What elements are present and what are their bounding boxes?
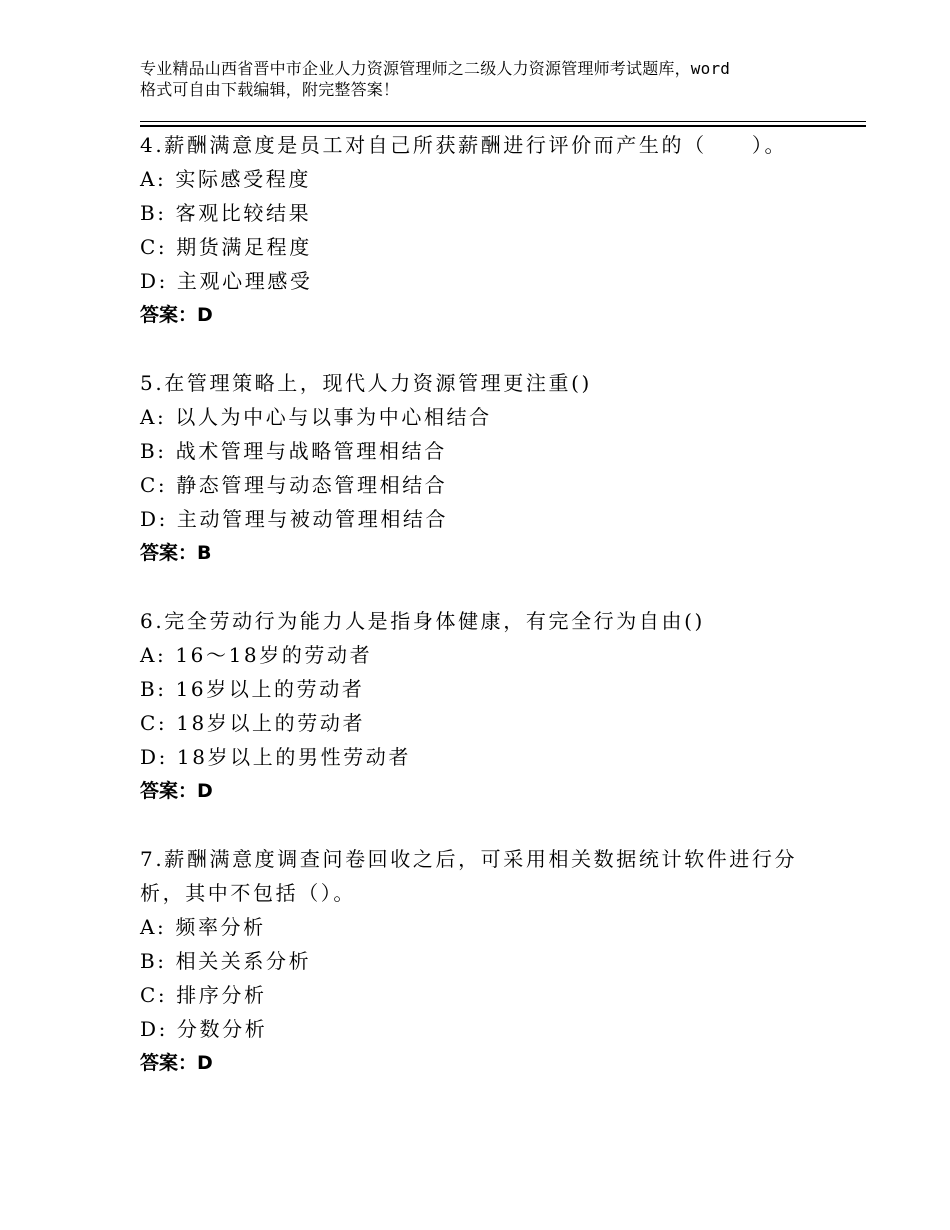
option-d: D: 分数分析: [140, 1017, 268, 1041]
option-d: D: 18岁以上的男性劳动者: [140, 745, 411, 769]
option-c: C: 静态管理与动态管理相结合: [140, 473, 448, 497]
answer-label: 答案：D: [140, 780, 213, 802]
header-divider-thick: [140, 125, 866, 127]
answer-label: 答案：D: [140, 304, 213, 326]
spacer: [140, 332, 840, 366]
option-c: C: 18岁以上的劳动者: [140, 711, 366, 735]
question-stem: 4.薪酬满意度是员工对自己所获薪酬进行评价而产生的（ ）。: [140, 133, 788, 157]
option-a: A: 频率分析: [140, 915, 266, 939]
question-stem-line-1: 7.薪酬满意度调查问卷回收之后，可采用相关数据统计软件进行分: [140, 847, 798, 871]
header-line-2: 格式可自由下载编辑，附完整答案！: [140, 80, 400, 99]
option-b: B: 客观比较结果: [140, 201, 312, 225]
question-4: [140, 128, 840, 332]
answer-label: 答案：D: [140, 1052, 213, 1074]
question-5: [140, 366, 840, 570]
option-d: D: 主动管理与被动管理相结合: [140, 507, 449, 531]
option-a: A: 以人为中心与以事为中心相结合: [140, 405, 492, 429]
question-stem: 6.完全劳动行为能力人是指身体健康，有完全行为自由(): [140, 609, 705, 633]
spacer: [140, 808, 840, 842]
option-b: B: 相关关系分析: [140, 949, 312, 973]
option-a: A: 16～18岁的劳动者: [140, 643, 373, 667]
spacer: [140, 570, 840, 604]
option-b: B: 战术管理与战略管理相结合: [140, 439, 447, 463]
question-stem-line-2: 析，其中不包括（）。: [140, 881, 356, 905]
document-header: [140, 58, 840, 100]
question-7: [140, 842, 840, 1080]
option-a: A: 实际感受程度: [140, 167, 311, 191]
answer-label: 答案：B: [140, 542, 212, 564]
header-line-1: 专业精品山西省晋中市企业人力资源管理师之二级人力资源管理师考试题库，word: [140, 59, 731, 78]
header-divider-thin: [140, 121, 866, 122]
question-6: [140, 604, 840, 808]
question-stem: 5.在管理策略上，现代人力资源管理更注重(): [140, 371, 592, 395]
option-b: B: 16岁以上的劳动者: [140, 677, 365, 701]
question-list: [140, 128, 840, 1080]
option-d: D: 主观心理感受: [140, 269, 313, 293]
option-c: C: 排序分析: [140, 983, 267, 1007]
option-c: C: 期货满足程度: [140, 235, 312, 259]
